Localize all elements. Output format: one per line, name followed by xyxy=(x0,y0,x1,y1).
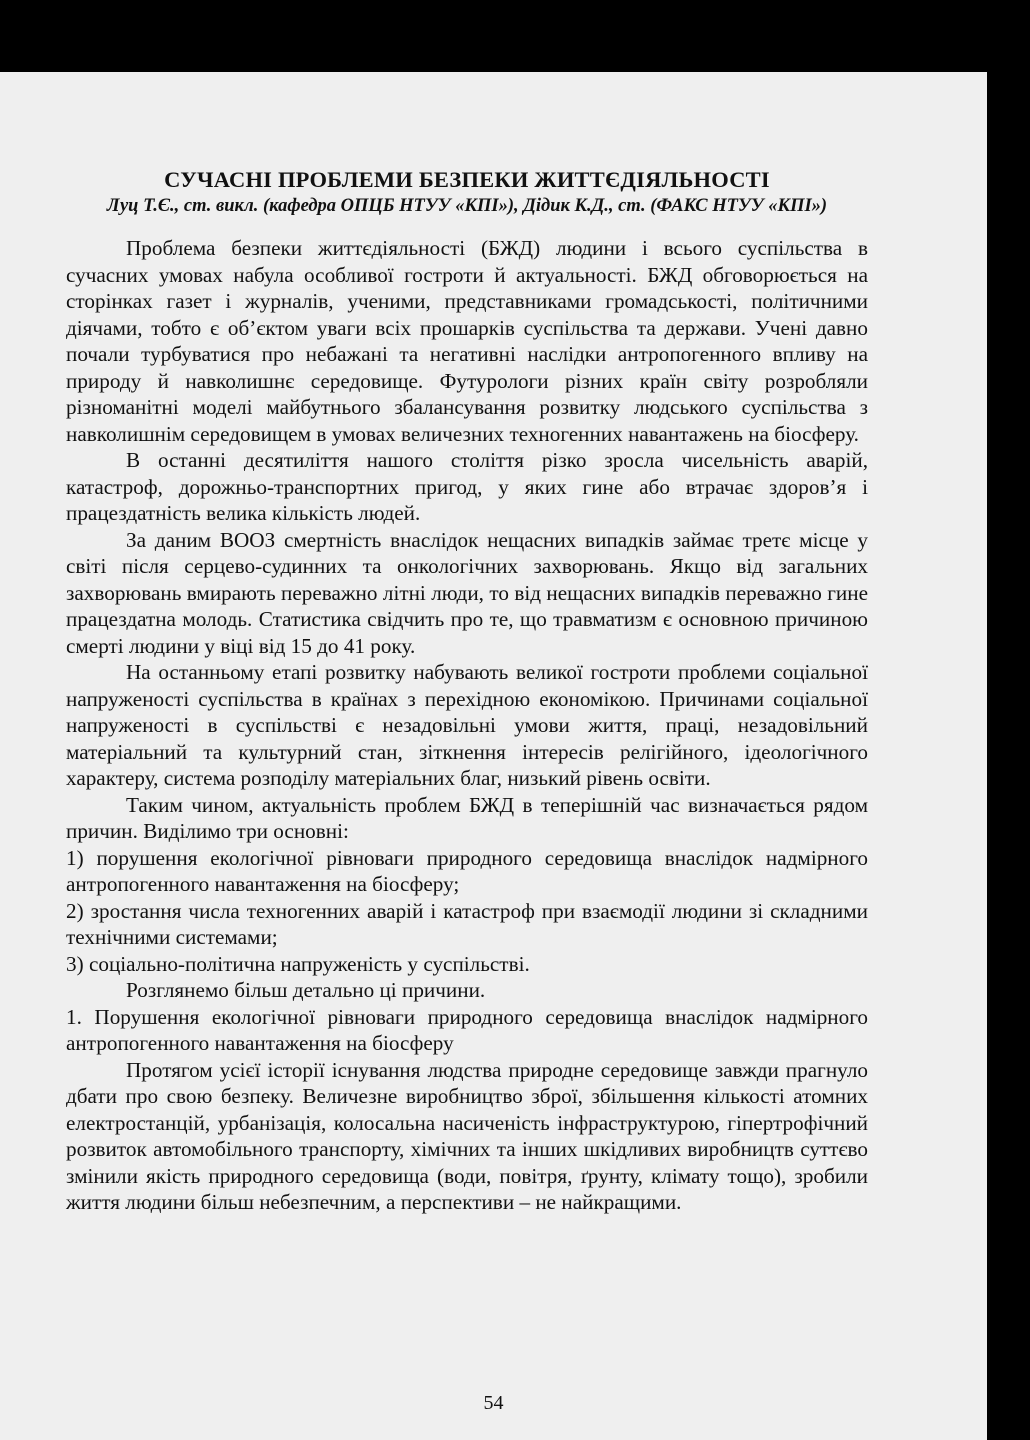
page-number: 54 xyxy=(483,1392,504,1414)
transition-sentence: Розглянемо більш детально ці причини. xyxy=(126,978,486,1002)
page-content xyxy=(66,166,868,1216)
paragraph: В останні десятиліття нашого століття різко зросла чисельність аварій, катастроф, дорожньо-транспортних пригод, у яких гине або втрачає здоров’я і працездатність велика кількість людей. xyxy=(66,448,868,525)
section-heading: 1. Порушення екологічної рівноваги природного середовища внаслідок надмірного антропогенного навантаження на біосферу xyxy=(66,1004,868,1055)
article-body xyxy=(66,235,868,1216)
article-title: СУЧАСНІ ПРОБЛЕМИ БЕЗПЕКИ ЖИТТЄДІЯЛЬНОСТІ xyxy=(164,167,770,192)
paragraph: Проблема безпеки життєдіяльності (БЖД) людини і всього суспільства в сучасних умовах набула особливої гостроти й актуальності. БЖД обговорюється на сторінках газет і журналів, ученими, представниками громадськості, політичними діячами, тобто є об’єктом уваги всіх прошарків суспільства та держави. Учені давно почали турбуватися про небажані та негативні наслідки антропогенного впливу на природу й навколишнє середовище. Футурологи різних країн світу розробляли різноманітні моделі майбутнього збалансування розвитку людського суспільства з навколишнім середовищем в умовах величезних техногенних навантажень на біосферу. xyxy=(66,236,868,446)
article-authors: Луц Т.Є., ст. викл. (кафедра ОПЦБ НТУУ «КПІ»), Дідик К.Д., ст. (ФАКС НТУУ «КПІ») xyxy=(106,196,828,216)
paragraph: На останньому етапі розвитку набувають великої гостроти проблеми соціальної напруженості суспільства в країнах з перехідною економікою. Причинами соціальної напруженості в суспільстві є незадовільні умови життя, праці, незадовільний матеріальний та культурний стан, зіткнення інтересів релігійного, ідеологічного характеру, система розподілу матеріальних благ, низький рівень освіти. xyxy=(66,660,868,790)
paragraph: Протягом усієї історії існування людства природне середовище завжди прагнуло дбати про свою безпеку. Величезне виробництво зброї, збільшення кількості атомних електростанцій, урбанізація, колосальна насиченість інфраструктурою, гіпертрофічний розвиток автомобільного транспорту, хімічних та інших шкідливих виробництв суттєво змінили якість природного середовища (води, повітря, ґрунту, клімату тощо), зробили життя людини більш небезпечним, а перспективи – не найкращими. xyxy=(66,1057,868,1214)
paragraph: Таким чином, актуальність проблем БЖД в теперішній час визначається рядом причин. Виділимо три основні: xyxy=(66,792,868,843)
document-page xyxy=(0,72,987,1440)
paragraph: За даним ВООЗ смертність внаслідок нещасних випадків займає третє місце у світі після серцево-судинних та онкологічних захворювань. Якщо від загальних захворювань вмирають переважно літні люди, то від нещасних випадків переважно гине працездатна молодь. Статистика свідчить про те, що травматизм є основною причиною смерті людини у віці від 15 до 41 року. xyxy=(66,527,868,658)
list-item: 1) порушення екологічної рівноваги природного середовища внаслідок надмірного антропогенного навантаження на біосферу; xyxy=(66,845,868,896)
list-item: 2) зростання числа техногенних аварій і катастроф при взаємодії людини зі складними технічними системами; xyxy=(66,898,868,949)
list-item: 3) соціально-політична напруженість у суспільстві. xyxy=(66,951,530,976)
